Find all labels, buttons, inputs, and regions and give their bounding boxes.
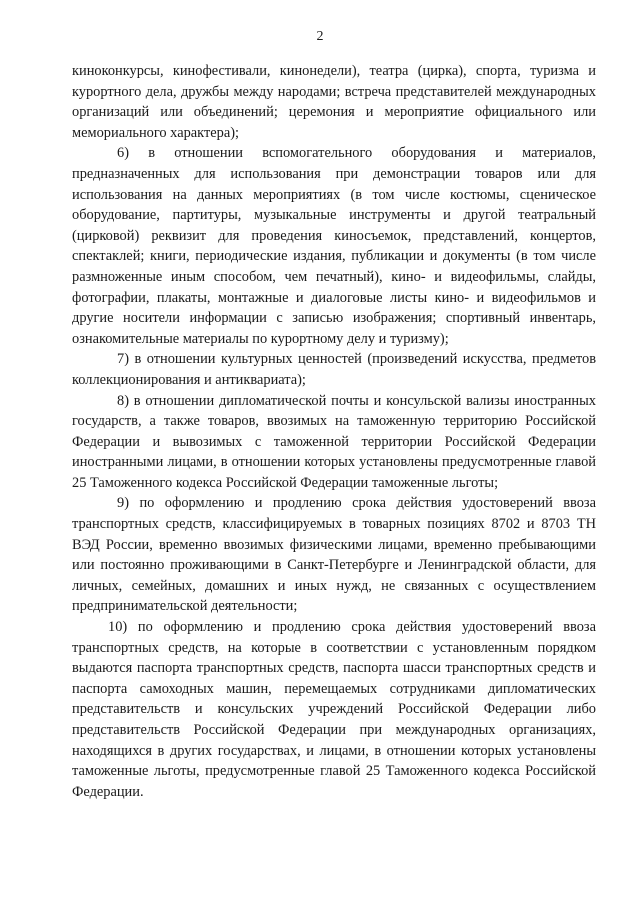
paragraph-8: 8) в отношении дипломатической почты и консульской вализы иностранных государств, а также товаров, ввозимых на таможенную территорию Российской Федерации и вывозимых с таможенной территории Российской Федерации иностранными лицами, в отношении которых установлены предусмотренные главой 25 Таможенного кодекса Российской Федерации таможенные льготы; (72, 392, 596, 491)
document-body (72, 61, 596, 802)
paragraph-10: 10) по оформлению и продлению срока действия удостоверений ввоза транспортных средств, на которые в соответствии с установленным порядком выдаются паспорта транспортных средств, паспорта шасси транспортных средств и паспорта самоходных машин, перемещаемых сотрудниками дипломатических представительств и консульских учреждений Российской Федерации либо представительств Российской Федерации при международных организациях, находящихся в других государствах, и лицами, в отношении которых установлены таможенные льготы, предусмотренные главой 25 Таможенного кодекса Российской Федерации. (72, 619, 596, 800)
page-number: 2 (316, 29, 324, 44)
paragraph-6: 6) в отношении вспомогательного оборудования и материалов, предназначенных для использования при демонстрации товаров или для использования на данных мероприятиях (в том числе костюмы, сценическое оборудование, партитуры, музыкальные инструменты и другой театральный (цирковой) реквизит для проведения киносъемок, представлений, концертов, спектаклей; книги, периодические издания, публикации и документы (в том числе размноженные иным способом, чем печатный), кино- и видеофильмы, слайды, фотографии, плакаты, монтажные и диалоговые листы кино- и видеофильмов и другие носители информации с записью изображения; спортивный инвентарь, ознакомительные материалы по курортному делу и туризму); (72, 145, 596, 347)
paragraph-5-continuation: киноконкурсы, кинофестивали, кинонедели), театра (цирка), спорта, туризма и курортного дела, дружбы между народами; встреча представителей международных организаций или объединений; церемония и мероприятие официального или мемориального характера); (72, 63, 596, 141)
paragraph-9: 9) по оформлению и продлению срока действия удостоверений ввоза транспортных средств, классифицируемых в товарных позициях 8702 и 8703 ТН ВЭД России, временно ввозимых физическими лицами, временно пребывающими или постоянно проживающими в Санкт-Петербурге и Ленинградской области, для личных, семейных, домашних и иных нужд, не связанных с осуществлением предпринимательской деятельности; (72, 495, 596, 615)
paragraph-7: 7) в отношении культурных ценностей (произведений искусства, предметов коллекционирования и антиквариата); (72, 351, 596, 388)
